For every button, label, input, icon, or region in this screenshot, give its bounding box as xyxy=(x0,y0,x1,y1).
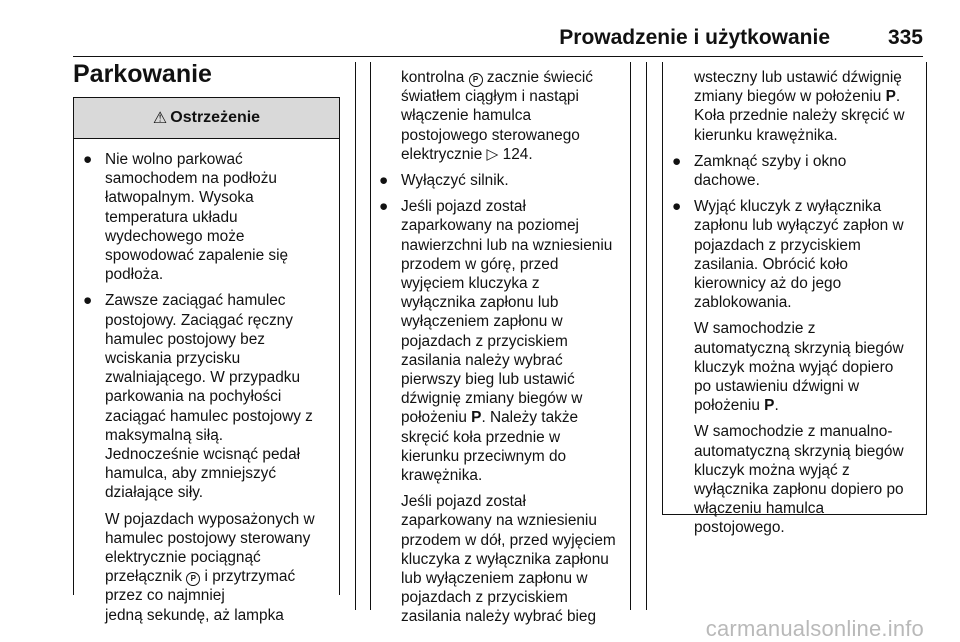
warning-triangle-icon: ⚠ xyxy=(152,110,168,127)
bullet-icon: ● xyxy=(379,172,389,190)
text-line: zablokowania. xyxy=(694,294,792,312)
text-line: krawężnika. xyxy=(401,467,483,485)
text-line: przez co najmniej xyxy=(105,587,225,605)
warning-title: Ostrzeżenie xyxy=(170,109,261,126)
gear-position-p: P xyxy=(764,397,775,415)
text-line: przodem w dół, przed wyjęciem xyxy=(401,531,616,549)
column-3 xyxy=(663,68,926,545)
text-line: postojowy. Zaciągać ręczny xyxy=(105,311,293,329)
text-line: kluczyka z wyłącznika zapłonu xyxy=(401,550,609,568)
text-line: wyłącznika zapłonu lub xyxy=(401,294,559,312)
warning-header xyxy=(74,98,339,139)
text-span: zmiany biegów w położeniu xyxy=(694,88,886,106)
text-line: kluczyk można wyjąć dopiero xyxy=(694,358,894,376)
text-line: Jeśli pojazd został xyxy=(401,493,526,511)
column-divider xyxy=(355,62,356,610)
bullet-icon: ● xyxy=(83,151,93,168)
text-line: dźwignię zmiany biegów w xyxy=(401,390,583,408)
column-2 xyxy=(370,68,632,634)
warning-box xyxy=(73,97,340,624)
bullet-icon: ● xyxy=(379,198,389,216)
column-divider xyxy=(646,62,647,610)
text-line: W pojazdach wyposażonych w xyxy=(105,510,315,528)
text-line: skręcić koła przednie w xyxy=(401,428,561,446)
gear-position-p: P xyxy=(885,88,896,106)
parking-brake-icon: P xyxy=(469,73,483,87)
bullet-icon: ● xyxy=(672,198,682,216)
text-line: wydechowego może xyxy=(105,227,245,245)
text-line: zasilania należy wybrać xyxy=(401,351,563,369)
text-line: W samochodzie z xyxy=(694,320,816,338)
text-line: hamulca, aby zmniejszyć xyxy=(105,465,277,483)
text-line: Koła przednie należy skręcić w xyxy=(694,107,905,125)
list-item xyxy=(370,197,632,626)
text-line: przodem w górę, przed xyxy=(401,255,559,273)
text-line: postojowego sterowanego xyxy=(401,126,580,144)
text-span: położeniu xyxy=(694,397,765,415)
watermark: carmanualsonline.info xyxy=(705,616,924,641)
text-line: Zawsze zaciągać hamulec xyxy=(105,292,286,310)
text-line xyxy=(401,68,632,87)
text-line: parkowania na pochyłości xyxy=(105,388,282,406)
text-line: po ustawieniu dźwigni w xyxy=(694,378,860,396)
text-line: wsteczny lub ustawić dźwignię xyxy=(694,69,902,86)
text-line: lub wyłączeniem zapłonu w xyxy=(401,570,588,588)
page-header-title: Prowadzenie i użytkowanie xyxy=(559,26,830,49)
text-line xyxy=(105,567,339,586)
text-span: położeniu xyxy=(401,409,472,427)
text-line: pojazdach z przyciskiem xyxy=(694,236,861,254)
text-line: nawierzchni lub na wzniesieniu xyxy=(401,236,613,254)
text-line: wyjęciem kluczyka z xyxy=(401,275,540,293)
page-reference[interactable]: 124. xyxy=(502,145,533,163)
text-line: włączeniu hamulca xyxy=(694,500,825,518)
list-item xyxy=(663,152,926,190)
text-line: W samochodzie z manualno- xyxy=(694,423,893,441)
text-line: światłem ciągłym i nastąpi xyxy=(401,88,579,106)
text-line: wyłącznika zapłonu dopiero po xyxy=(694,481,904,499)
text-line: Wyłączyć silnik. xyxy=(401,172,509,190)
text-line: jedną sekundę, aż lampka xyxy=(105,606,284,624)
text-line xyxy=(694,396,926,415)
text-line: wciskania przycisku xyxy=(105,350,241,368)
text-line: zaciągać hamulec postojowy z xyxy=(105,407,313,425)
text-line: zaparkowany na wzniesieniu xyxy=(401,512,597,530)
text-line: temperatura układu xyxy=(105,208,238,226)
bullet-icon: ● xyxy=(83,292,93,310)
text-line: zapłonu lub wyłączyć zapłon w xyxy=(694,217,904,235)
text-line: kierunku krawężnika. xyxy=(694,126,838,144)
text-line xyxy=(401,145,632,164)
header-divider xyxy=(73,56,923,57)
text-line: zaparkowany na poziomej xyxy=(401,217,579,235)
text-span: elektrycznie xyxy=(401,145,487,163)
text-span: zacznie świecić xyxy=(482,69,593,86)
text-line: automatyczną skrzynią biegów xyxy=(694,442,904,460)
text-line: Zamknąć szyby i okno xyxy=(694,152,847,170)
text-line: samochodem na podłożu xyxy=(105,170,277,188)
text-line: kierownicy aż do jego xyxy=(694,275,842,293)
text-line: Jeśli pojazd został xyxy=(401,198,526,216)
text-line: spowodować zapalenie się xyxy=(105,247,289,265)
text-line: postojowego. xyxy=(694,519,785,537)
warning-item xyxy=(74,291,339,624)
text-line: działające siły. xyxy=(105,484,204,502)
text-line: dachowe. xyxy=(694,172,760,190)
text-line xyxy=(401,408,632,427)
text-line: kluczyk można wyjąć z xyxy=(694,461,850,479)
text-line: Jednocześnie wcisnąć pedał xyxy=(105,446,301,464)
paragraph xyxy=(663,68,926,145)
text-line: Wyjąć kluczyk z wyłącznika xyxy=(694,198,882,216)
warning-box-continued xyxy=(662,62,927,537)
text-line: Nie wolno parkować xyxy=(105,151,243,168)
text-span: przełącznik xyxy=(105,568,187,586)
bullet-icon: ● xyxy=(672,152,682,170)
text-line: kierunku przeciwnym do xyxy=(401,447,567,465)
text-line: łatwopalnym. Wysoka xyxy=(105,189,254,207)
text-line: pierwszy bieg lub ustawić xyxy=(401,371,575,389)
text-line: podłoża. xyxy=(105,266,164,284)
text-span: i przytrzymać xyxy=(200,568,296,586)
warning-body xyxy=(74,150,339,632)
text-line xyxy=(694,87,926,106)
text-span: . Należy także xyxy=(481,409,579,427)
text-line: pojazdach z przyciskiem xyxy=(401,332,568,350)
text-span: . xyxy=(774,397,779,415)
text-span: kontrolna xyxy=(401,69,469,86)
page-reference-arrow-icon: ▷ xyxy=(486,145,499,163)
text-span: . xyxy=(895,88,901,106)
list-item xyxy=(370,171,632,190)
text-line: pojazdach z przyciskiem xyxy=(401,589,568,607)
text-line: hamulec postojowy bez xyxy=(105,330,265,348)
page-number: 335 xyxy=(887,26,923,49)
text-line: maksymalną siłą. xyxy=(105,426,224,444)
section-title: Parkowanie xyxy=(73,60,212,88)
text-line: zwalniającego. W przypadku xyxy=(105,369,301,387)
text-line: hamulec postojowy sterowany xyxy=(105,529,311,547)
parking-brake-icon: P xyxy=(186,572,200,586)
text-line: elektrycznie pociągnąć xyxy=(105,549,261,567)
text-line: włączenie hamulca xyxy=(401,107,532,125)
text-line: zasilania. Obrócić koło xyxy=(694,255,848,273)
gear-position-p: P xyxy=(471,409,482,427)
column-divider xyxy=(630,62,631,610)
text-line: zasilania należy wybrać bieg xyxy=(401,608,597,626)
paragraph xyxy=(370,68,632,164)
text-line: automatyczną skrzynią biegów xyxy=(694,339,904,357)
warning-item xyxy=(74,150,339,284)
text-line: wyłączeniem zapłonu w xyxy=(401,313,563,331)
list-item xyxy=(663,197,926,537)
